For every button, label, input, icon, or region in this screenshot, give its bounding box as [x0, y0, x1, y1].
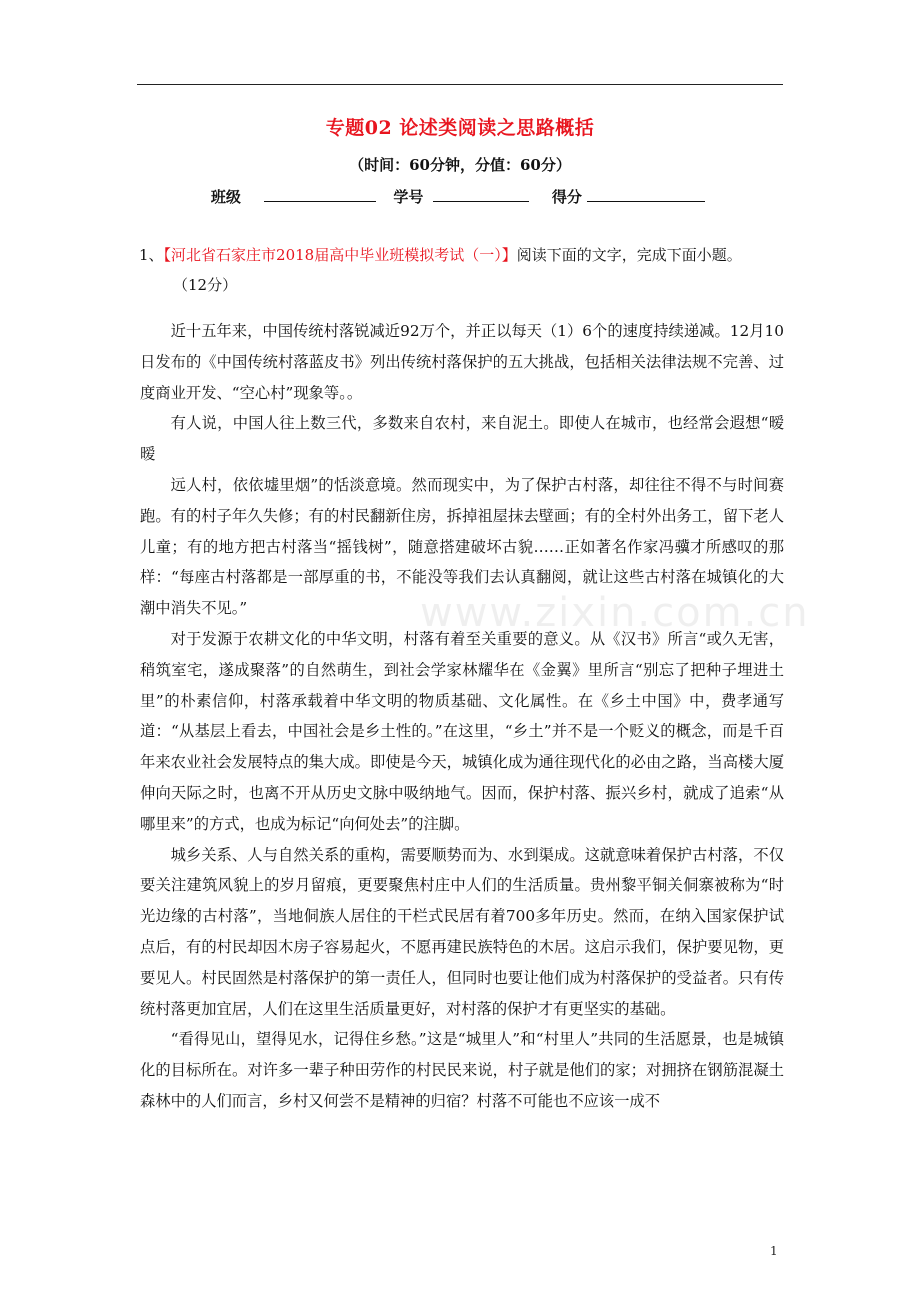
passage-paragraph: 城乡关系、人与自然关系的重构，需要顺势而为、水到渠成。这就意味着保护古村落，不仅要关注建筑风貌上的岁月留痕，更要聚焦村庄中人们的生活质量。贵州黎平铜关侗寨被称为“时光边缘的古村落”，当地侗族人居住的干栏式民居有着700多年历史。然而，在纳入国家保护试点后，有的村民却因木房子容易起火，不愿再建民族特色的木居。这启示我们，保护要见物，更要见人。村民固然是村落保护的第一责任人，但同时也要让他们成为村落保护的受益者。只有传统村落更加宜居，人们在这里生活质量更好，对村落的保护才有更坚实的基础。 [140, 845, 784, 1018]
question-source: 【河北省石家庄市2018届高中毕业班模拟考试（一）】 [163, 246, 517, 264]
passage-paragraph: 对于发源于农耕文化的中华文明，村落有着至关重要的意义。从《汉书》所言“或久无害，稍筑室宅，遂成聚落”的自然萌生，到社会学家林耀华在《金翼》里所言“别忘了把种子埋进土里”的朴素信仰，村落承载着中华文明的物质基础、文化属性。在《乡土中国》中，费孝通写道：“从基层上看去，中国社会是乡土性的。”在这里，“乡土”并不是一个贬义的概念，而是千百年来农业社会发展特点的集大成。即使是今天，城镇化成为通往现代化的必由之路，当高楼大厦伸向天际之时，也离不开从历史文脉中吸纳地气。因而，保护村落、振兴乡村，就成了追索“从哪里来”的方式，也成为标记“向何处去”的注脚。 [140, 629, 784, 833]
student-id-field[interactable] [433, 187, 529, 202]
passage-paragraph: “看得见山，望得见水，记得住乡愁。”这是“城里人”和“村里人”共同的生活愿景，也是城镇化的目标所在。对许多一辈子种田劳作的村民民来说，村子就是他们的家；对拥挤在钢筋混凝土森林中的人们而言，乡村又何尝不是精神的归宿？村落不可能也不应该一成不 [140, 1030, 784, 1110]
header-rule [137, 84, 783, 85]
question-instruction: 阅读下面的文字，完成下面小题。 [516, 246, 742, 264]
exam-time-score: （时间：60分钟，分值：60分） [349, 156, 571, 174]
student-info-row [0, 186, 920, 207]
question-number: 1、 [139, 246, 164, 264]
passage-paragraph: 远人村，依依墟里烟”的恬淡意境。然而现实中，为了保护古村落，却往往不得不与时间赛跑。有的村子年久失修；有的村民翻新住房，拆掉祖屋抹去壁画；有的全村外出务工，留下老人儿童；有的地方把古村落当“摇钱树”，随意搭建破坏古貌……正如著名作家冯骥才所感叹的那样：“每座古村落都是一部厚重的书，不能没等我们去认真翻阅，就让这些古村落在城镇化的大潮中消失不见。” [140, 475, 784, 618]
page-title: 专题02 论述类阅读之思路概括 [325, 117, 595, 139]
question-header [139, 240, 789, 300]
score-field[interactable] [587, 187, 705, 202]
score-label: 得分 [551, 188, 582, 206]
question-points: （12分） [173, 276, 238, 294]
class-label: 班级 [210, 188, 241, 206]
reading-passage [140, 316, 784, 1117]
passage-paragraph: 近十五年来，中国传统村落锐减近92万个，并正以每天（1）6个的速度持续递减。12月10日发布的《中国传统村落蓝皮书》列出传统村落保护的五大挑战，包括相关法律法规不完善、过度商业开发、“空心村”现象等。。 [140, 322, 784, 402]
passage-paragraph: 有人说，中国人往上数三代，多数来自农村，来自泥土。即使人在城市，也经常会遐想“暧暧 [140, 414, 784, 464]
page-number: 1 [770, 1244, 778, 1258]
student-id-label: 学号 [393, 188, 424, 206]
watermark: www.zixin.com.cn [420, 590, 810, 636]
class-field[interactable] [264, 187, 376, 202]
